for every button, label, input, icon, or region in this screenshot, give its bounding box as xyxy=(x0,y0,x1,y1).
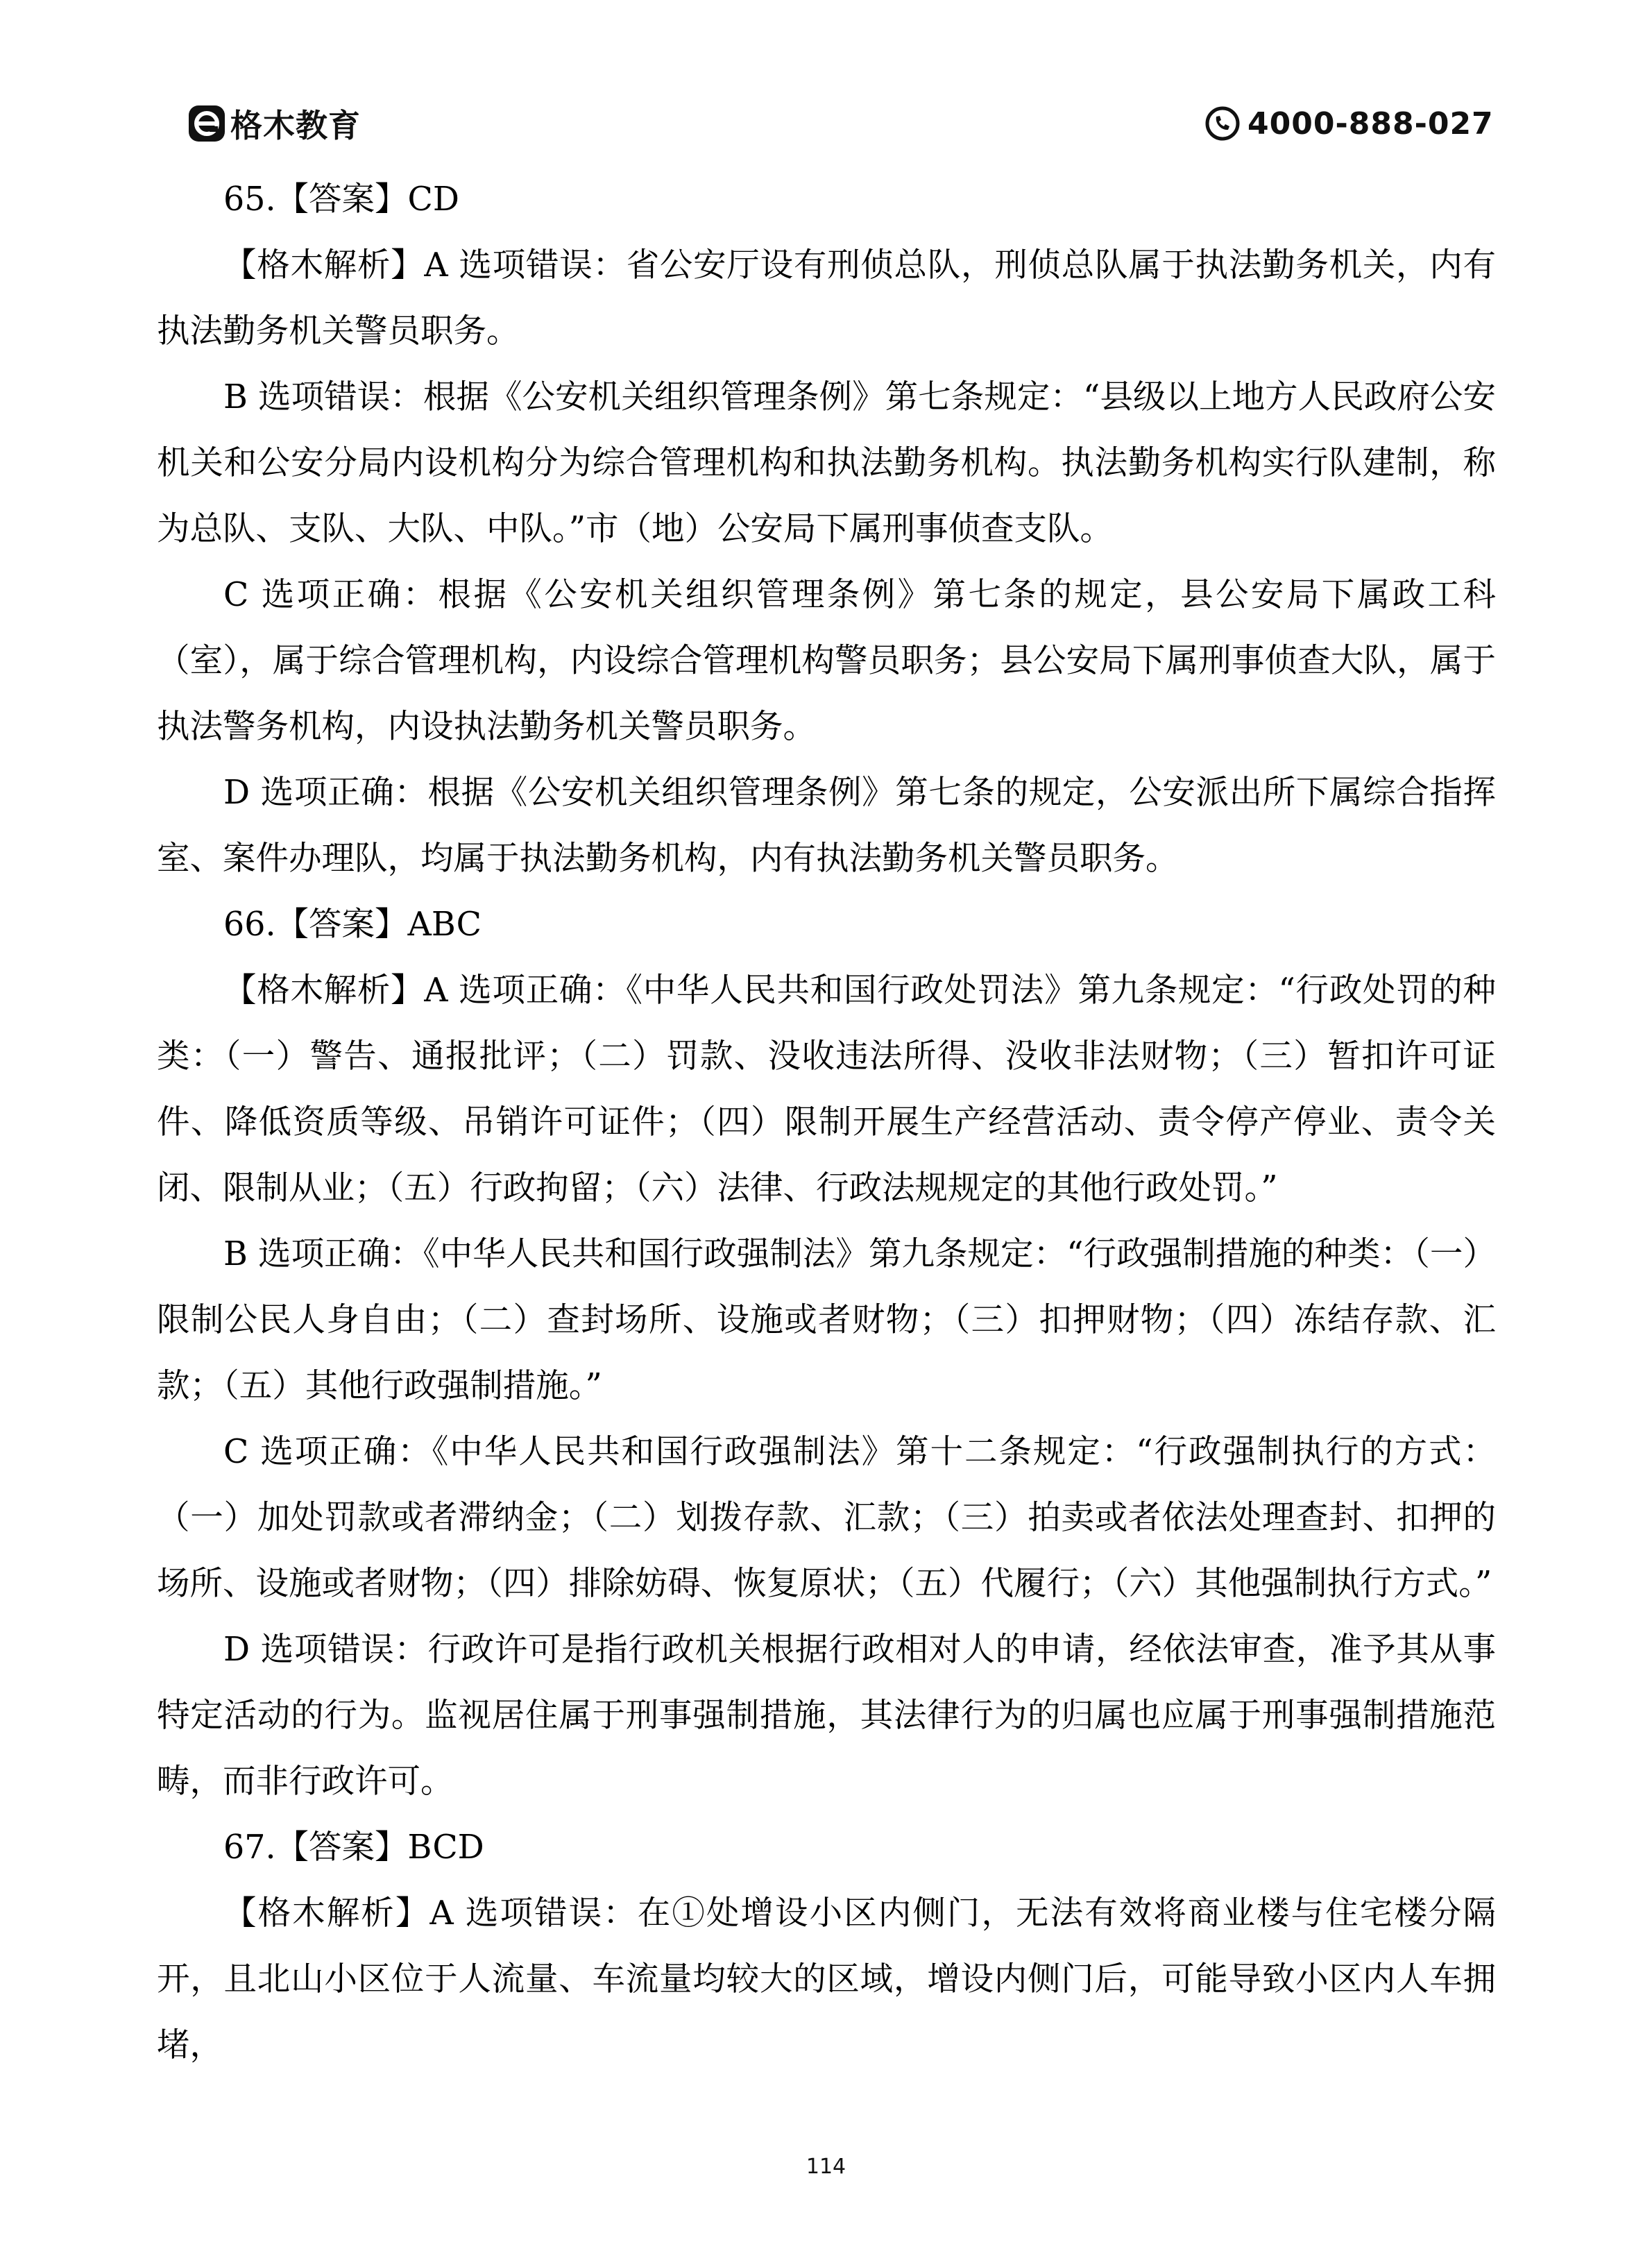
q67-answer: 67.【答案】BCD xyxy=(223,1828,484,1867)
answer-content xyxy=(157,167,1496,2078)
q65-analysis-c: C 选项正确：根据《公安机关组织管理条例》第七条的规定，县公安局下属政工科（室），属于综合管理机构，内设综合管理机构警员职务；县公安局下属刑事侦查大队，属于执法警务机构，内设执法勤务机关警员职务。 xyxy=(157,576,1496,746)
hotline xyxy=(1204,103,1494,144)
q66-analysis-a: 【格木解析】A 选项正确：《中华人民共和国行政处罚法》第九条规定：“行政处罚的种类：（一）警告、通报批评；（二）罚款、没收违法所得、没收非法财物；（三）暂扣许可证件、降低资质等级、吊销许可证件；（四）限制开展生产经营活动、责令停产停业、责令关闭、限制从业；（五）行政拘留；（六）法律、行政法规规定的其他行政处罚。” xyxy=(157,971,1496,1207)
q66-analysis-d: D 选项错误：行政许可是指行政机关根据行政相对人的申请，经依法审查，准予其从事特定活动的行为。监视居住属于刑事强制措施，其法律行为的归属也应属于刑事强制措施范畴，而非行政许可。 xyxy=(157,1631,1496,1801)
q65-analysis-d: D 选项正确：根据《公安机关组织管理条例》第七条的规定，公安派出所下属综合指挥室、案件办理队，均属于执法勤务机构，内有执法勤务机关警员职务。 xyxy=(157,774,1496,878)
phone-icon xyxy=(1204,105,1241,142)
brand-logo xyxy=(189,103,361,144)
brand-logo-icon xyxy=(189,105,225,142)
q65-analysis-a: 【格木解析】A 选项错误：省公安厅设有刑侦总队，刑侦总队属于执法勤务机关，内有执法勤务机关警员职务。 xyxy=(157,246,1496,350)
q67-analysis-a: 【格木解析】A 选项错误：在①处增设小区内侧门，无法有效将商业楼与住宅楼分隔开，且北山小区位于人流量、车流量均较大的区域，增设内侧门后，可能导致小区内人车拥堵， xyxy=(157,1894,1496,2064)
phone-number: 4000-888-027 xyxy=(1247,105,1494,142)
page-number: 114 xyxy=(806,2155,846,2179)
brand-name: 格木教育 xyxy=(230,107,361,144)
q66-analysis-c: C 选项正确：《中华人民共和国行政强制法》第十二条规定：“行政强制执行的方式：（一）加处罚款或者滞纳金；（二）划拨存款、汇款；（三）拍卖或者依法处理查封、扣押的场所、设施或者财物；（四）排除妨碍、恢复原状；（五）代履行；（六）其他强制执行方式。” xyxy=(157,1433,1496,1603)
q66-analysis-b: B 选项正确：《中华人民共和国行政强制法》第九条规定：“行政强制措施的种类：（一）限制公民人身自由；（二）查封场所、设施或者财物；（三）扣押财物；（四）冻结存款、汇款；（五）其他行政强制措施。” xyxy=(157,1235,1496,1405)
q65-answer: 65.【答案】CD xyxy=(223,180,459,219)
q65-analysis-b: B 选项错误：根据《公安机关组织管理条例》第七条规定：“县级以上地方人民政府公安机关和公安分局内设机构分为综合管理机构和执法勤务机构。执法勤务机构实行队建制，称为总队、支队、大队、中队。”市（地）公安局下属刑事侦查支队。 xyxy=(157,378,1496,548)
page-header xyxy=(0,0,1652,173)
q66-answer: 66.【答案】ABC xyxy=(223,906,482,944)
